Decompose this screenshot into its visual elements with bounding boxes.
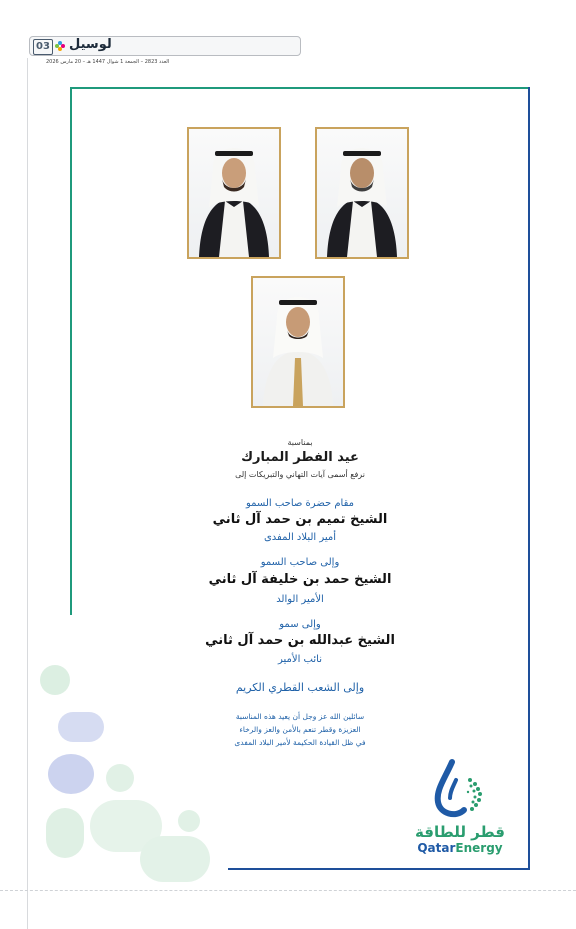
addressee1-title: أمير البلاد المفدى — [263, 532, 337, 543]
qatarenergy-logo-icon — [430, 758, 490, 820]
issue-line: العدد 2823 – الجمعة 1 شوال 1447 هـ – 20 مارس 2026 — [46, 59, 170, 65]
page-number: 03 — [33, 39, 53, 55]
page-fold-line — [0, 890, 576, 891]
portrait-center — [251, 276, 345, 408]
masthead — [29, 36, 301, 56]
frame-right-line — [528, 87, 530, 870]
addressee1-name: الشيخ تميم بن حمد آل ثاني — [212, 512, 388, 527]
prayer-line-2: العزيزة وقطر تنعم بالأمن والعز والرخاء — [239, 725, 361, 734]
portrait-left — [187, 127, 281, 259]
frame-top-line — [70, 87, 530, 89]
brand-name-arabic: قطر للطاقة — [415, 823, 505, 841]
column-divider — [27, 58, 28, 929]
greeting-line: نرفع أسمى آيات التهاني والتبريكات إلى — [235, 470, 365, 479]
prayer-line-3: في ظل القيادة الحكيمة لأمير البلاد المفدى — [234, 738, 366, 747]
frame-bottom-line — [228, 868, 530, 870]
addressee3-title: نائب الأمير — [278, 654, 322, 665]
portrait-right — [315, 127, 409, 259]
occasion-title: عيد الفطر المبارك — [241, 450, 359, 465]
addressee3-prefix: وإلى سمو — [279, 619, 321, 630]
prayer-line-1: سائلين الله عز وجل أن يعيد هذه المناسبة — [235, 712, 365, 721]
addressee1-prefix: مقام حضرة صاحب السمو — [245, 498, 355, 509]
newspaper-logo-icon — [55, 41, 65, 51]
frame-left-line — [70, 87, 72, 615]
addressee3-name: الشيخ عبدالله بن حمد آل ثاني — [205, 633, 395, 648]
addressee2-prefix: وإلى صاحب السمو — [260, 557, 340, 568]
occasion-intro: بمناسبة — [287, 438, 313, 447]
addressee2-name: الشيخ حمد بن خليفة آل ثاني — [208, 572, 392, 587]
newspaper-name: لوسيل — [69, 37, 112, 52]
people-line: وإلى الشعب القطري الكريم — [235, 681, 365, 694]
addressee2-title: الأمير الوالد — [276, 594, 324, 605]
brand-name-english: QatarEnergy — [417, 841, 503, 855]
